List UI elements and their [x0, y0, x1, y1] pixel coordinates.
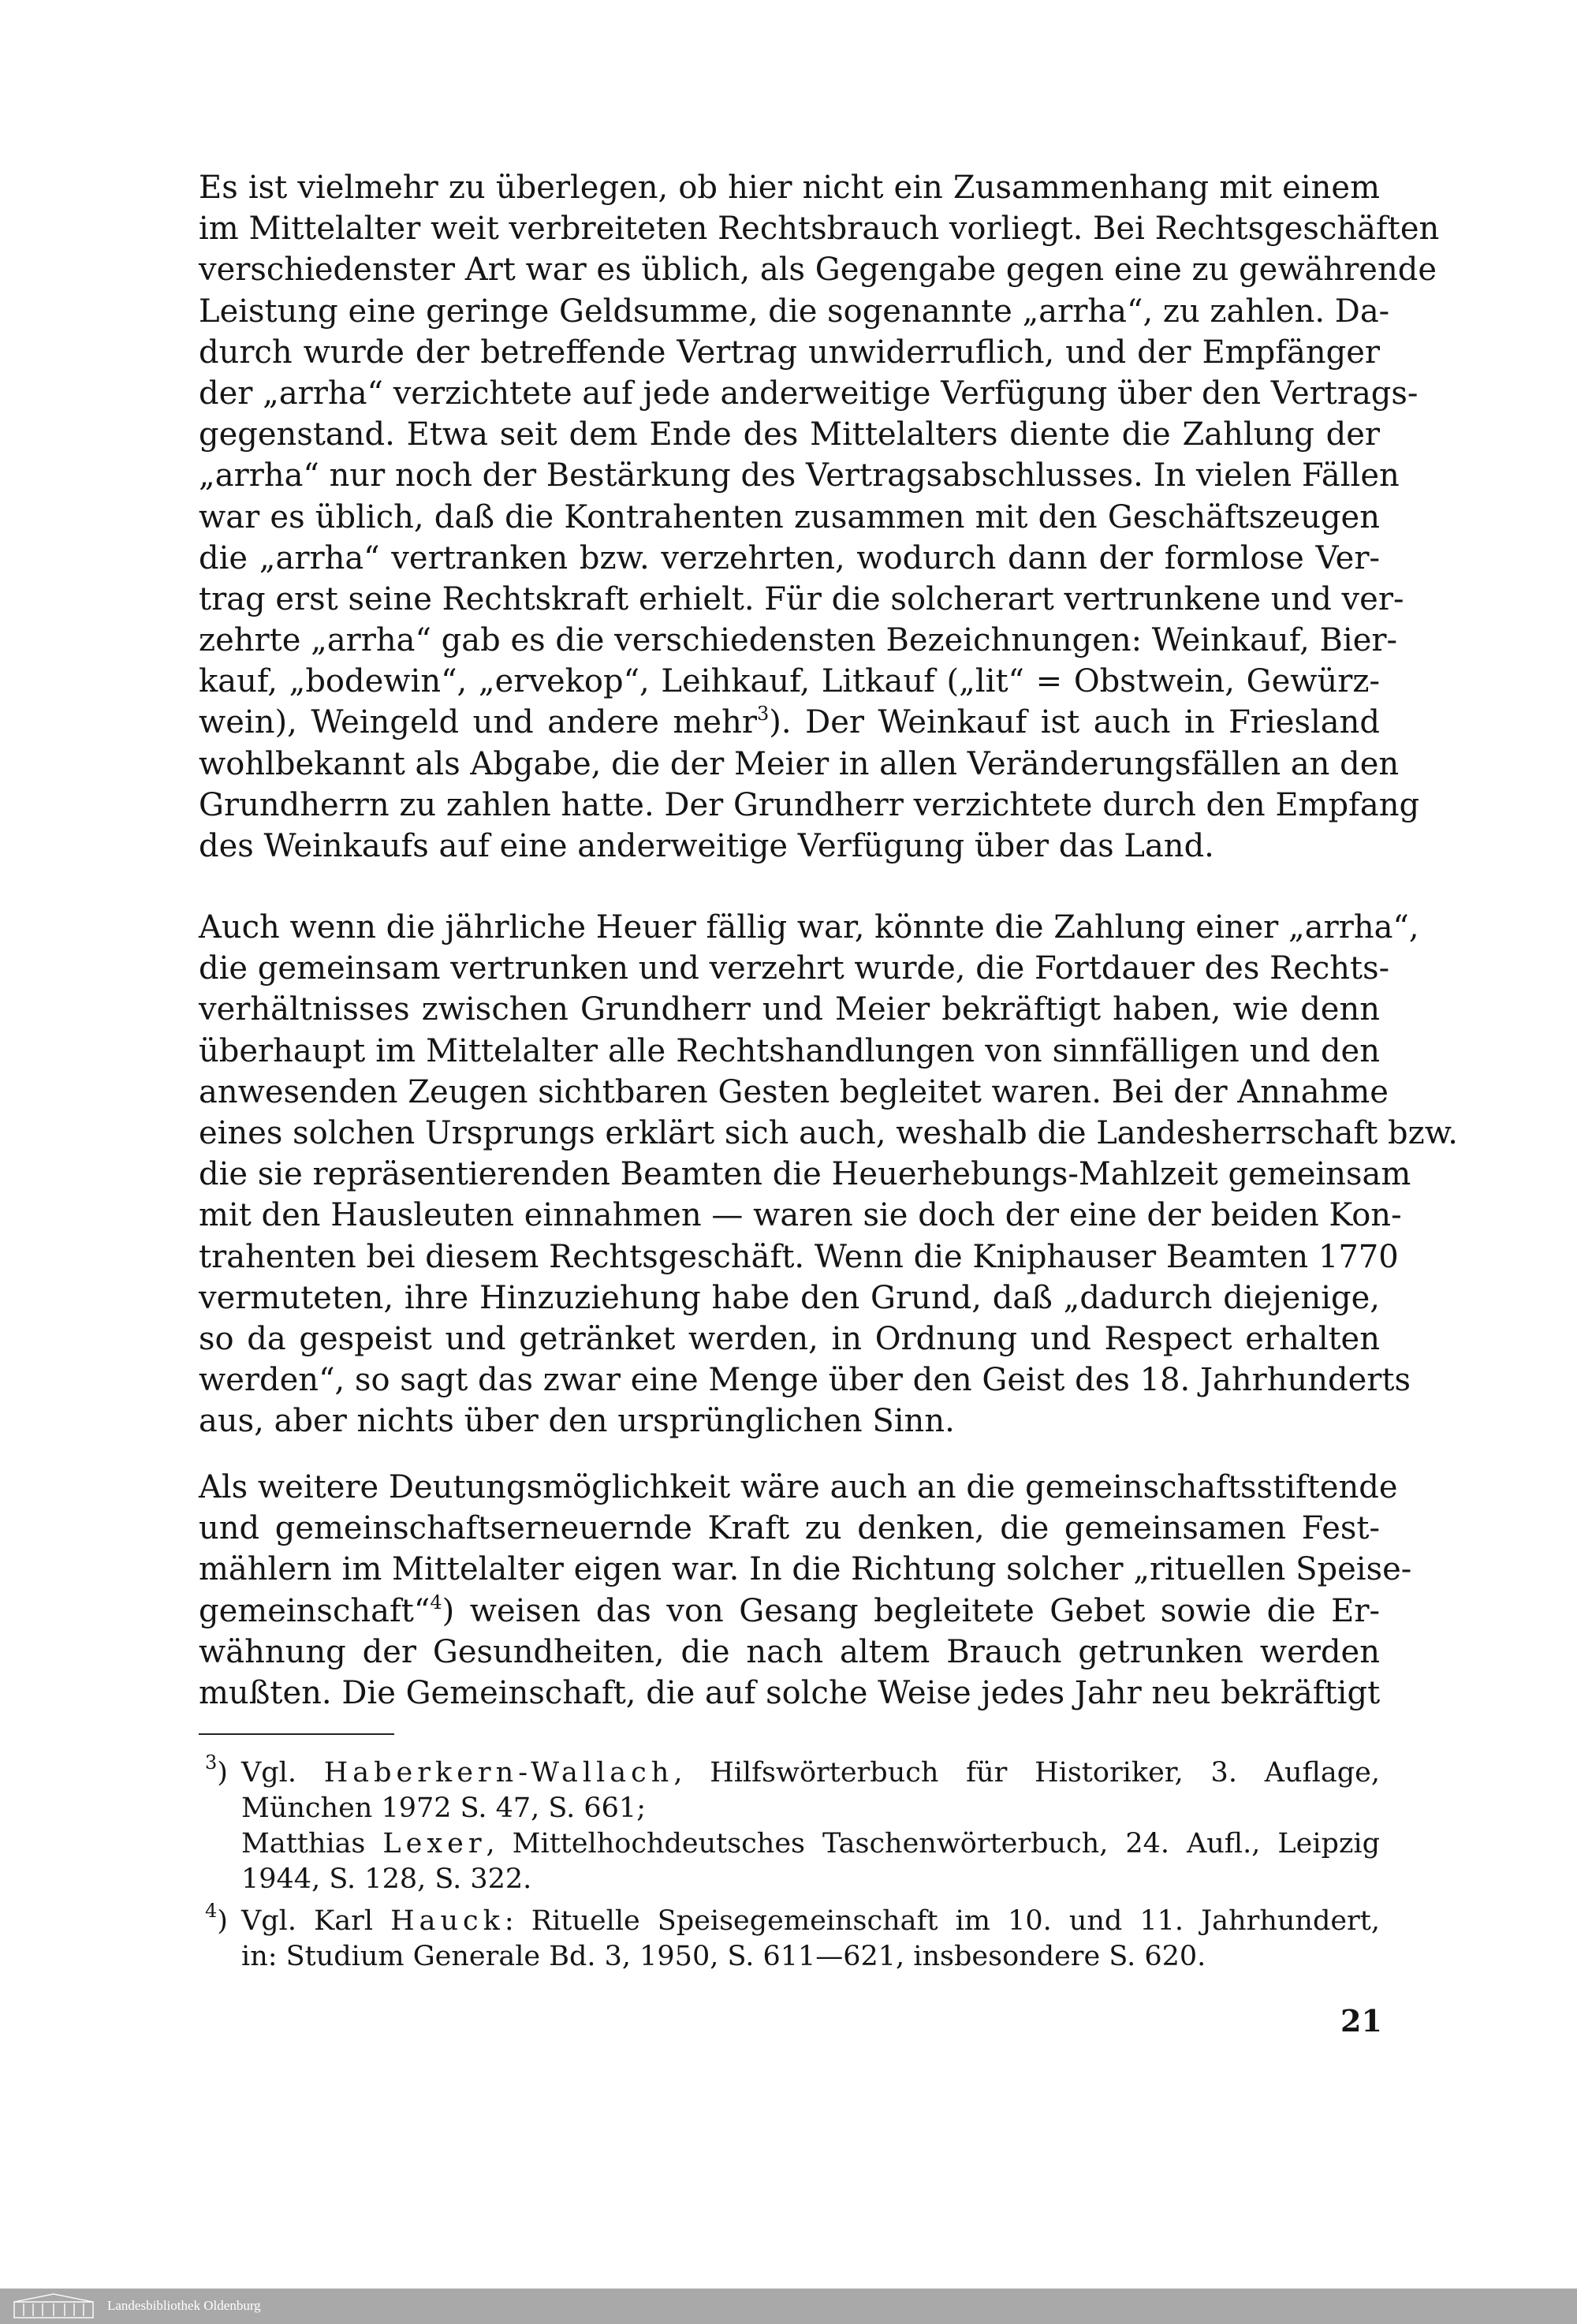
text-line: im Mittelalter weit verbreiteten Rechtsbrauch vorliegt. Bei Rechtsgeschäften — [199, 211, 1440, 248]
text-line: Auch wenn die jährliche Heuer fällig war, könnte die Zahlung einer „arrha“, — [199, 909, 1419, 946]
footnote-divider — [199, 1733, 394, 1735]
text-line: gegenstand. Etwa seit dem Ende des Mittelalters diente die Zahlung der — [199, 416, 1380, 453]
footnote-ref-4[interactable]: 4 — [430, 1591, 442, 1613]
text-line: Es ist vielmehr zu überlegen, ob hier nicht ein Zusammenhang mit einem — [199, 170, 1380, 206]
text-line: anwesenden Zeugen sichtbaren Gesten begleitet waren. Bei der Annahme — [199, 1073, 1389, 1110]
footnote-line: in: Studium Generale Bd. 3, 1950, S. 611—621, insbesondere S. 620. — [241, 1941, 1206, 1972]
text-fragment: Vgl. Karl — [241, 1905, 374, 1937]
text-line: die sie repräsentierenden Beamten die Heuerhebungs-Mahlzeit gemeinsam — [199, 1156, 1411, 1193]
text-line: Leistung eine geringe Geldsumme, die sogenannte „arrha“, zu zahlen. Da- — [199, 293, 1390, 330]
text-fragment: Matthias — [241, 1828, 366, 1860]
text-line: durch wurde der betreffende Vertrag unwiderruflich, und der Empfänger — [199, 334, 1380, 371]
text-line: so da gespeist und getränket werden, in Ordnung und Respect erhalten — [199, 1320, 1380, 1357]
text-line: die gemeinsam vertrunken und verzehrt wurde, die Fortdauer des Rechts- — [199, 950, 1390, 987]
text-fragment: Vgl. — [241, 1757, 296, 1789]
text-line: des Weinkaufs auf eine anderweitige Verfügung über das Land. — [199, 828, 1214, 864]
text-line: kauf, „bodewin“, „ervekop“, Leihkauf, Litkauf („lit“ = Obstwein, Gewürz- — [199, 663, 1380, 700]
text-line: wohlbekannt als Abgabe, die der Meier in allen Veränderungsfällen an den — [199, 745, 1400, 782]
footnote-3 — [199, 1751, 1380, 1897]
text-line: trag erst seine Rechtskraft erhielt. Für die solcherart vertrunkene und ver- — [199, 580, 1404, 617]
text-line: wähnung der Gesundheiten, die nach altem Brauch getrunken werden — [199, 1633, 1380, 1670]
footnote-ref-3[interactable]: 3 — [756, 703, 770, 726]
footnote-number: 4 — [205, 1900, 218, 1922]
library-footer-bar — [0, 2289, 1577, 2324]
paragraph-2 — [199, 907, 1458, 1442]
text-line: war es üblich, daß die Kontrahenten zusammen mit den Geschäftszeugen — [199, 498, 1380, 535]
text-line: zehrte „arrha“ gab es die verschiedensten Bezeichnungen: Weinkauf, Bier- — [199, 622, 1397, 659]
text-line: vermuteten, ihre Hinzuziehung habe den Grund, daß „dadurch diejenige, — [199, 1279, 1380, 1316]
text-fragment: wein), Weingeld und andere mehr — [199, 704, 757, 741]
text-line: verhältnisses zwischen Grundherr und Meier bekräftigt haben, wie denn — [199, 991, 1380, 1028]
text-fragment: : Rituelle Speisegemeinschaft im 10. und 11. Jahrhundert, — [504, 1905, 1380, 1937]
text-line: mit den Hausleuten einnahmen — waren sie doch der eine der beiden Kon- — [199, 1197, 1402, 1234]
text-line: und gemeinschaftserneuernde Kraft zu denken, die gemeinsamen Fest- — [199, 1510, 1380, 1547]
text-line: überhaupt im Mittelalter alle Rechtshandlungen von sinnfälligen und den — [199, 1032, 1380, 1069]
author-name: Hauck — [390, 1905, 505, 1937]
text-line: die „arrha“ vertranken bzw. verzehrten, wodurch dann der formlose Ver- — [199, 539, 1380, 576]
footnote-line: 1944, S. 128, S. 322. — [241, 1863, 532, 1895]
author-name: Lexer — [382, 1828, 487, 1860]
footnote-4 — [199, 1900, 1380, 1975]
text-line: der „arrha“ verzichtete auf jede anderweitige Verfügung über den Vertrags- — [199, 375, 1419, 412]
text-line: verschiedenster Art war es üblich, als Gegengabe gegen eine zu gewährende — [199, 252, 1437, 289]
text-line: trahenten bei diesem Rechtsgeschäft. Wenn die Kniphauser Beamten 1770 — [199, 1238, 1399, 1275]
footnote-line — [241, 1904, 1380, 1939]
footnote-number: 3 — [205, 1751, 218, 1774]
author-name: Haberkern-Wallach — [323, 1757, 674, 1789]
text-line: eines solchen Ursprungs erklärt sich auch, weshalb die Landesherrschaft bzw. — [199, 1114, 1458, 1151]
text-line: aus, aber nichts über den ursprünglichen Sinn. — [199, 1403, 955, 1440]
library-name: Landesbibliothek Oldenburg — [107, 2298, 261, 2313]
footnote-line: München 1972 S. 47, S. 661; — [241, 1792, 646, 1824]
text-line: „arrha“ nur noch der Bestärkung des Vertragsabschlusses. In vielen Fällen — [199, 457, 1400, 494]
footnote-line — [241, 1755, 1380, 1791]
text-line: Grundherrn zu zahlen hatte. Der Grundherr verzichtete durch den Empfang — [199, 786, 1420, 823]
text-fragment: , Hilfswörterbuch für Historiker, 3. Auflage, — [673, 1757, 1380, 1789]
text-line-with-footnote-ref — [199, 702, 1380, 743]
footnote-line — [241, 1826, 1380, 1862]
paragraph-1 — [199, 167, 1440, 867]
footnote-mark: $^3$) — [205, 1751, 228, 1789]
library-building-icon — [13, 2292, 95, 2319]
text-fragment: , Mittelhochdeutsches Taschenwörterbuch, 24. Aufl., Leipzig — [486, 1828, 1380, 1860]
paragraph-3 — [199, 1467, 1412, 1714]
text-line: mußten. Die Gemeinschaft, die auf solche Weise jedes Jahr neu bekräftigt — [199, 1674, 1381, 1711]
text-line-with-footnote-ref — [199, 1591, 1380, 1632]
text-line: werden“, so sagt das zwar eine Menge über den Geist des 18. Jahrhunderts — [199, 1362, 1411, 1399]
footnotes — [199, 1751, 1380, 1981]
page-number: 21 — [1340, 2003, 1382, 2039]
text-fragment: ) weisen das von Gesang begleitete Gebet sowie die Er- — [442, 1592, 1380, 1629]
text-fragment: ). Der Weinkauf ist auch in Friesland — [769, 704, 1380, 741]
text-fragment: gemeinschaft“ — [199, 1592, 431, 1629]
footnote-mark: $^4$) — [205, 1900, 228, 1937]
text-line: Als weitere Deutungsmöglichkeit wäre auch an die gemeinschaftsstiftende — [199, 1469, 1398, 1505]
text-line: mählern im Mittelalter eigen war. In die Richtung solcher „rituellen Speise- — [199, 1551, 1412, 1588]
